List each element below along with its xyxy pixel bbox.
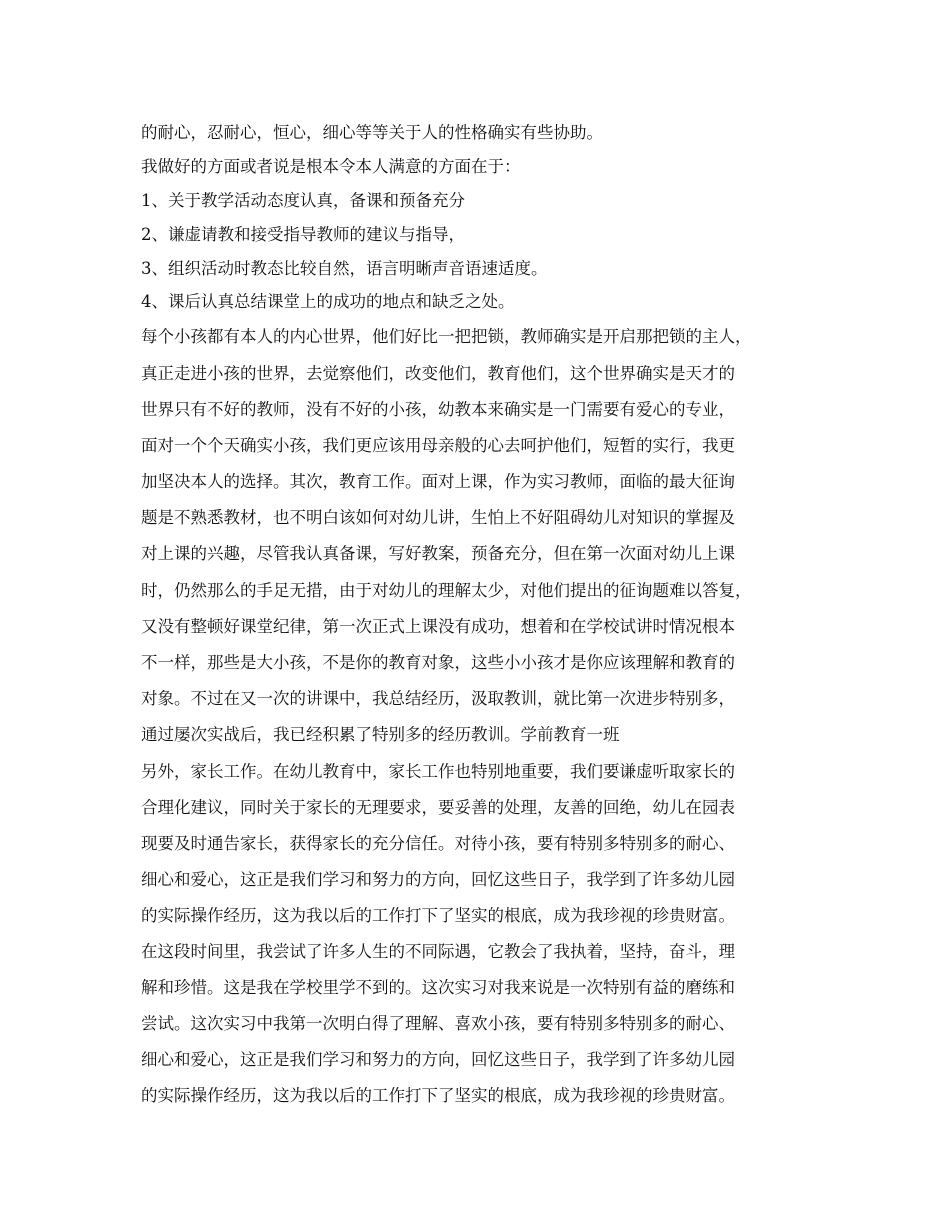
text-line: 面对一个个天确实小孩，我们更应该用母亲般的心去呵护他们，短暂的实行，我更	[141, 435, 735, 455]
text-line: 现要及时通告家长，获得家长的充分信任。对待小孩，要有特别多特别多的耐心、	[141, 833, 735, 853]
text-line: 我做好的方面或者说是根本令本人满意的方面在于：	[141, 156, 521, 176]
text-line: 的实际操作经历，这为我以后的工作打下了坚实的根底，成为我珍视的珍贵财富。	[141, 1085, 735, 1105]
text-line: 世界只有不好的教师，没有不好的小孩，幼教本来确实是一门需要有爱心的专业，	[141, 399, 735, 419]
text-line: 对上课的兴趣，尽管我认真备课，写好教案，预备充分，但在第一次面对幼儿上课	[141, 544, 735, 564]
document-body	[141, 116, 831, 1114]
list-item: 2、谦虚请教和接受指导教师的建议与指导，	[141, 224, 465, 244]
list-item: 1、关于教学活动态度认真，备课和预备充分	[141, 190, 465, 210]
text-line: 细心和爱心，这正是我们学习和努力的方向，回忆这些日子，我学到了许多幼儿园	[141, 1049, 735, 1069]
text-line: 不一样，那些是大小孩，不是你的教育对象，这些小小孩才是你应该理解和教育的	[141, 653, 735, 673]
paragraph-2	[141, 754, 831, 1114]
paragraph-1	[141, 319, 831, 753]
text-line: 尝试。这次实习中我第一次明白得了理解、喜欢小孩，要有特别多特别多的耐心、	[141, 1013, 735, 1033]
text-line: 对象。不过在又一次的讲课中，我总结经历，汲取教训，就比第一次进步特别多，	[141, 689, 735, 709]
text-line: 解和珍惜。这是我在学校里学不到的。这次实习对我来说是一次特别有益的磨练和	[141, 977, 735, 997]
list-item: 4、课后认真总结课堂上的成功的地点和缺乏之处。	[141, 292, 515, 312]
text-line: 在这段时间里，我尝试了许多人生的不同际遇，它教会了我执着，坚持，奋斗，理	[141, 941, 735, 961]
text-line: 时，仍然那么的手足无措，由于对幼儿的理解太少，对他们提出的征询题难以答复，	[141, 580, 752, 600]
text-line: 通过屡次实战后，我已经积累了特别多的经历教训。学前教育一班	[141, 725, 620, 745]
text-line: 题是不熟悉教材，也不明白该如何对幼儿讲，生怕上不好阻碍幼儿对知识的掌握及	[141, 508, 735, 528]
text-line: 真正走进小孩的世界，去觉察他们，改变他们，教育他们，这个世界确实是天才的	[141, 363, 735, 383]
text-line: 的实际操作经历，这为我以后的工作打下了坚实的根底，成为我珍视的珍贵财富。	[141, 905, 735, 925]
text-line: 又没有整顿好课堂纪律，第一次正式上课没有成功，想着和在学校试讲时情况根本	[141, 616, 735, 636]
list-item: 3、组织活动时教态比较自然，语言明晰声音语速适度。	[141, 258, 548, 278]
text-line: 的耐心，忍耐心，恒心，细心等等关于人的性格确实有些协助。	[141, 123, 603, 142]
text-line: 每个小孩都有本人的内心世界，他们好比一把把锁，教师确实是开启那把锁的主人，	[141, 327, 752, 347]
text-line: 细心和爱心，这正是我们学习和努力的方向，回忆这些日子，我学到了许多幼儿园	[141, 869, 735, 889]
intro-section	[141, 116, 831, 319]
text-line: 加坚决本人的选择。其次，教育工作。面对上课，作为实习教师，面临的最大征询	[141, 472, 735, 492]
text-line: 合理化建议，同时关于家长的无理要求，要妥善的处理，友善的回绝，幼儿在园表	[141, 797, 735, 817]
text-line: 另外，家长工作。在幼儿教育中，家长工作也特别地重要，我们要谦虚听取家长的	[141, 761, 735, 781]
